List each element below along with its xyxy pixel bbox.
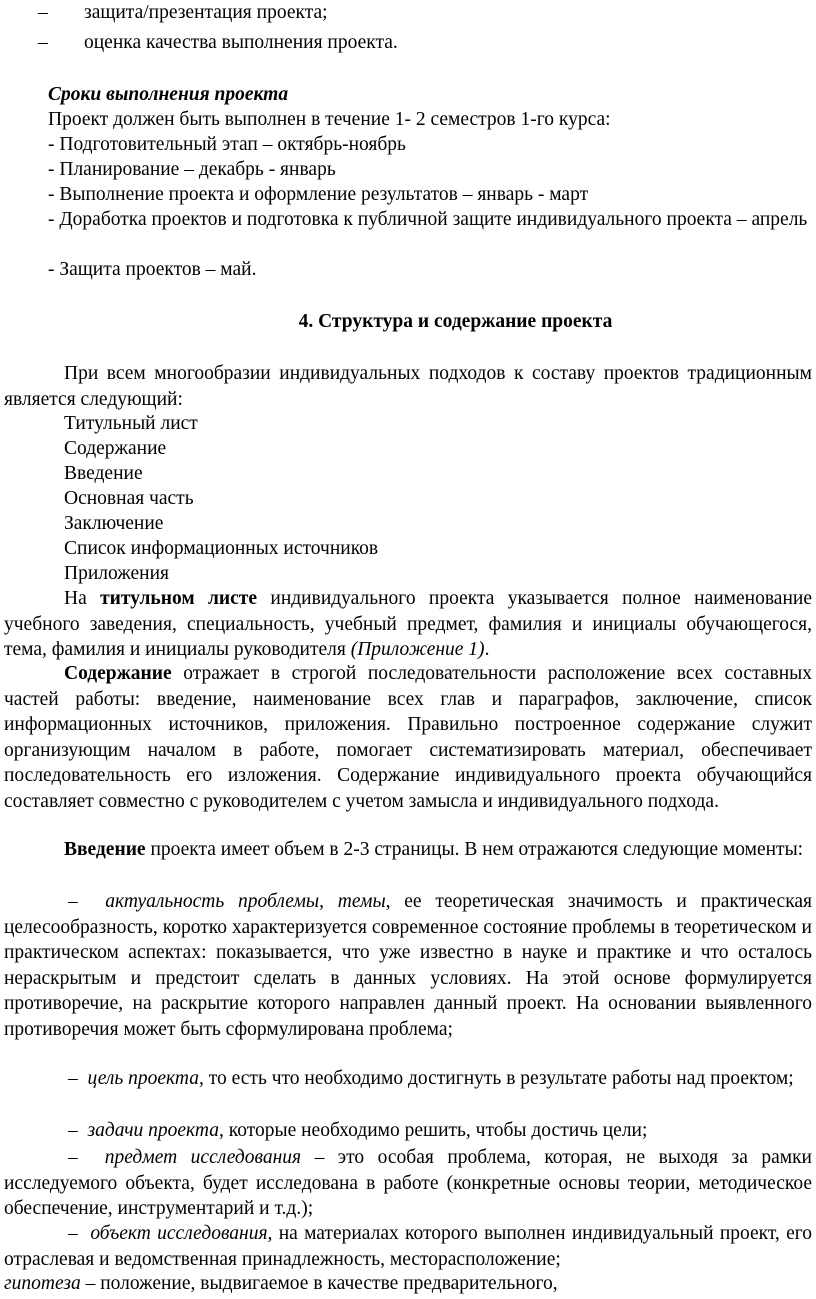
structure-item: Содержание — [64, 438, 167, 459]
hypothesis-line: гипотеза – положение, выдвигаемое в качестве предварительного, — [4, 1273, 558, 1294]
dash-bullet: – — [68, 1068, 78, 1089]
deadline-stage: - Защита проектов – май. — [48, 259, 257, 280]
deadline-stage: - Доработка проектов и подготовка к публичной защите индивидуального проекта – апрель — [48, 209, 808, 230]
dash-bullet: – — [38, 32, 48, 53]
title-page-paragraph: На титульном листе индивидуального проекта указывается полное наименование учебного заведения, специальность, учебный предмет, фамилия и инициалы обучающегося, тема, фамилия и инициалы руководителя (Приложение 1). — [4, 588, 812, 660]
dash-bullet: – — [68, 1147, 78, 1168]
intro-item-object: – объект исследования, на материалах которого выполнен индивидуальный проект, его отраслевая и ведомственная принадлежность, месторасположение; — [4, 1223, 813, 1270]
structure-item: Основная часть — [64, 488, 194, 509]
term-contents: Содержание — [64, 663, 172, 684]
dash-bullet: – — [68, 891, 78, 912]
intro-item-tasks: – задачи проекта, которые необходимо решить, чтобы достичь цели; — [68, 1120, 648, 1141]
deadline-stage: - Планирование – декабрь - январь — [48, 159, 336, 180]
list-item: – защита/презентация проекта; — [4, 0, 812, 26]
dash-bullet: – — [68, 1120, 78, 1141]
deadlines-intro: Проект должен быть выполнен в течение 1- 2 семестров 1-го курса: — [48, 109, 611, 130]
structure-item: Заключение — [64, 513, 164, 534]
deadline-stage: - Подготовительный этап – октябрь-ноябрь — [48, 134, 406, 155]
structure-item: Список информационных источников — [64, 538, 379, 559]
term-title-page: титульном листе — [100, 588, 258, 609]
section-title: 4. Структура и содержание проекта — [298, 311, 613, 332]
appendix-reference: (Приложение 1) — [350, 639, 485, 660]
dash-bullet: – — [38, 2, 48, 23]
dash-bullet: – — [68, 1223, 78, 1244]
contents-paragraph: Содержание отражает в строгой последовательности расположение всех составных частей работы: введение, наименование всех глав и параграфов, заключение, список информационных источников, приложения. Правильно построенное содержание служит организующим началом в работе, помогает систематизировать материал, обеспечивает последовательность его изложения. Содержание индивидуального проекта обучающийся составляет совместно с руководителем с учетом замысла и индивидуального подхода. — [4, 663, 812, 812]
intro-item-relevance: – актуальность проблемы, темы, ее теоретическая значимость и практическая целесообразность, коротко характеризуется современное состояние проблемы в теоретическом и практическом аспектах: показывается, что уже известно в науке и практике и что осталось нераскрытым и предстоит сделать в данных условиях. На этой основе формулируется противоречие, на раскрытие которого направлен данный проект. На основании выявленного противоречия может быть сформулирована проблема; — [4, 891, 812, 1040]
introduction-paragraph: Введение проекта имеет объем в 2-3 страницы. В нем отражаются следующие моменты: — [64, 839, 804, 860]
intro-item-goal: – цель проекта, то есть что необходимо достигнуть в результате работы над проектом; — [68, 1068, 794, 1089]
deadlines-heading: Сроки выполнения проекта — [48, 84, 289, 105]
structure-item: Приложения — [64, 563, 169, 584]
deadline-stage: - Выполнение проекта и оформление результатов – январь - март — [48, 184, 589, 205]
term-hypothesis: гипотеза — [4, 1273, 81, 1294]
list-item: – оценка качества выполнения проекта. — [4, 30, 812, 56]
intro-item-subject: – предмет исследования – это особая проблема, которая, не выходя за рамки исследуемого объекта, будет исследована в работе (конкретные основы теории, методическое обеспечение, инструментарий и т.д.); — [4, 1147, 812, 1219]
structure-item: Введение — [64, 463, 143, 484]
section-intro: При всем многообразии индивидуальных подходов к составу проектов традиционным является следующий: — [4, 363, 812, 410]
term-introduction: Введение — [64, 839, 146, 860]
structure-item: Титульный лист — [64, 413, 198, 434]
